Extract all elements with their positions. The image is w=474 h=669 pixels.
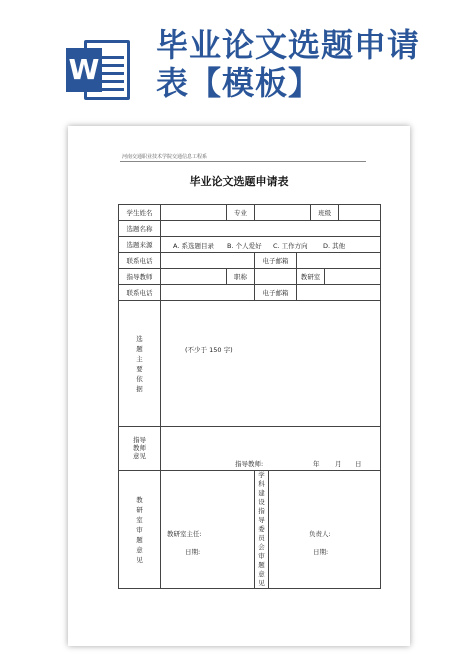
label-title-rank: 职称	[227, 269, 255, 285]
email-field[interactable]	[297, 253, 381, 269]
date-month-label: 月	[335, 460, 342, 468]
application-form	[118, 204, 381, 589]
form-row	[119, 253, 381, 269]
student-name-field[interactable]	[161, 205, 227, 221]
label-email: 电子邮箱	[255, 253, 297, 269]
label-email-2: 电子邮箱	[255, 285, 297, 301]
text-line-decoration	[100, 80, 124, 83]
form-row	[119, 205, 381, 221]
topic-name-field[interactable]	[161, 221, 381, 237]
form-row	[119, 221, 381, 237]
contact-phone-field-2[interactable]	[161, 285, 255, 301]
school-name: 河南交通职业技术学院交通信息工程系	[122, 154, 208, 160]
header-banner	[0, 0, 474, 120]
label-committee-review-text: 学科建设指导委员会审题意见	[258, 471, 265, 587]
source-option-a[interactable]: A. 系选题目录	[173, 242, 214, 250]
label-basis-text: 选题主要依据	[136, 334, 143, 393]
label-advisor-opinion-text: 指导教师意见	[133, 436, 146, 460]
word-logo-letter: W	[66, 48, 102, 92]
banner-title-line2: 表【模板】	[156, 64, 322, 102]
topic-source-options	[161, 237, 381, 253]
label-student-name: 学生姓名	[119, 205, 161, 221]
office-date-label: 日期:	[185, 548, 201, 556]
date-year-label: 年	[313, 460, 320, 468]
banner-title	[156, 26, 456, 102]
major-field[interactable]	[255, 205, 311, 221]
text-line-decoration	[100, 88, 124, 91]
label-advisor: 指导教师	[119, 269, 161, 285]
text-line-decoration	[100, 64, 124, 67]
label-topic-source: 选题来源	[119, 237, 161, 253]
office-director-label: 教研室主任:	[167, 530, 202, 538]
contact-phone-field[interactable]	[161, 253, 255, 269]
advisor-opinion-field[interactable]	[161, 427, 381, 471]
basis-field[interactable]	[161, 301, 381, 427]
source-option-d[interactable]: D. 其他	[323, 242, 346, 250]
committee-review-field[interactable]	[269, 471, 381, 589]
office-review-field[interactable]	[161, 471, 255, 589]
form-row	[119, 237, 381, 253]
label-teaching-office: 教研室	[297, 269, 325, 285]
advisor-field[interactable]	[161, 269, 227, 285]
label-contact-phone-2: 联系电话	[119, 285, 161, 301]
text-line-decoration	[100, 72, 124, 75]
form-row	[119, 301, 381, 427]
source-option-b[interactable]: B. 个人爱好	[227, 242, 262, 250]
class-field[interactable]	[339, 205, 381, 221]
label-contact-phone: 联系电话	[119, 253, 161, 269]
source-option-c[interactable]: C. 工作方向	[273, 242, 308, 250]
banner-title-line1: 毕业论文选题申请	[156, 26, 421, 64]
label-class: 班级	[311, 205, 339, 221]
label-topic-name: 选题名称	[119, 221, 161, 237]
teaching-office-field[interactable]	[325, 269, 381, 285]
responsible-label: 负责人:	[309, 530, 331, 538]
form-row	[119, 471, 381, 589]
label-office-review-text: 教研室审题意见	[136, 495, 143, 564]
committee-date-label: 日期:	[313, 548, 329, 556]
label-basis	[119, 301, 161, 427]
label-office-review	[119, 471, 161, 589]
form-row	[119, 269, 381, 285]
date-day-label: 日	[355, 460, 362, 468]
label-major: 专业	[227, 205, 255, 221]
basis-hint: (不少于 150 字)	[185, 346, 233, 354]
document-title: 毕业论文选题申请表	[189, 175, 289, 188]
advisor-sign-label: 指导教师:	[235, 460, 264, 468]
text-line-decoration	[100, 56, 124, 59]
document-page	[68, 126, 410, 646]
form-row	[119, 427, 381, 471]
label-committee-review	[255, 471, 269, 589]
word-document-icon	[66, 36, 132, 104]
label-advisor-opinion	[119, 427, 161, 471]
email-field-2[interactable]	[297, 285, 381, 301]
header-rule	[120, 161, 366, 162]
title-rank-field[interactable]	[255, 269, 297, 285]
form-row	[119, 285, 381, 301]
